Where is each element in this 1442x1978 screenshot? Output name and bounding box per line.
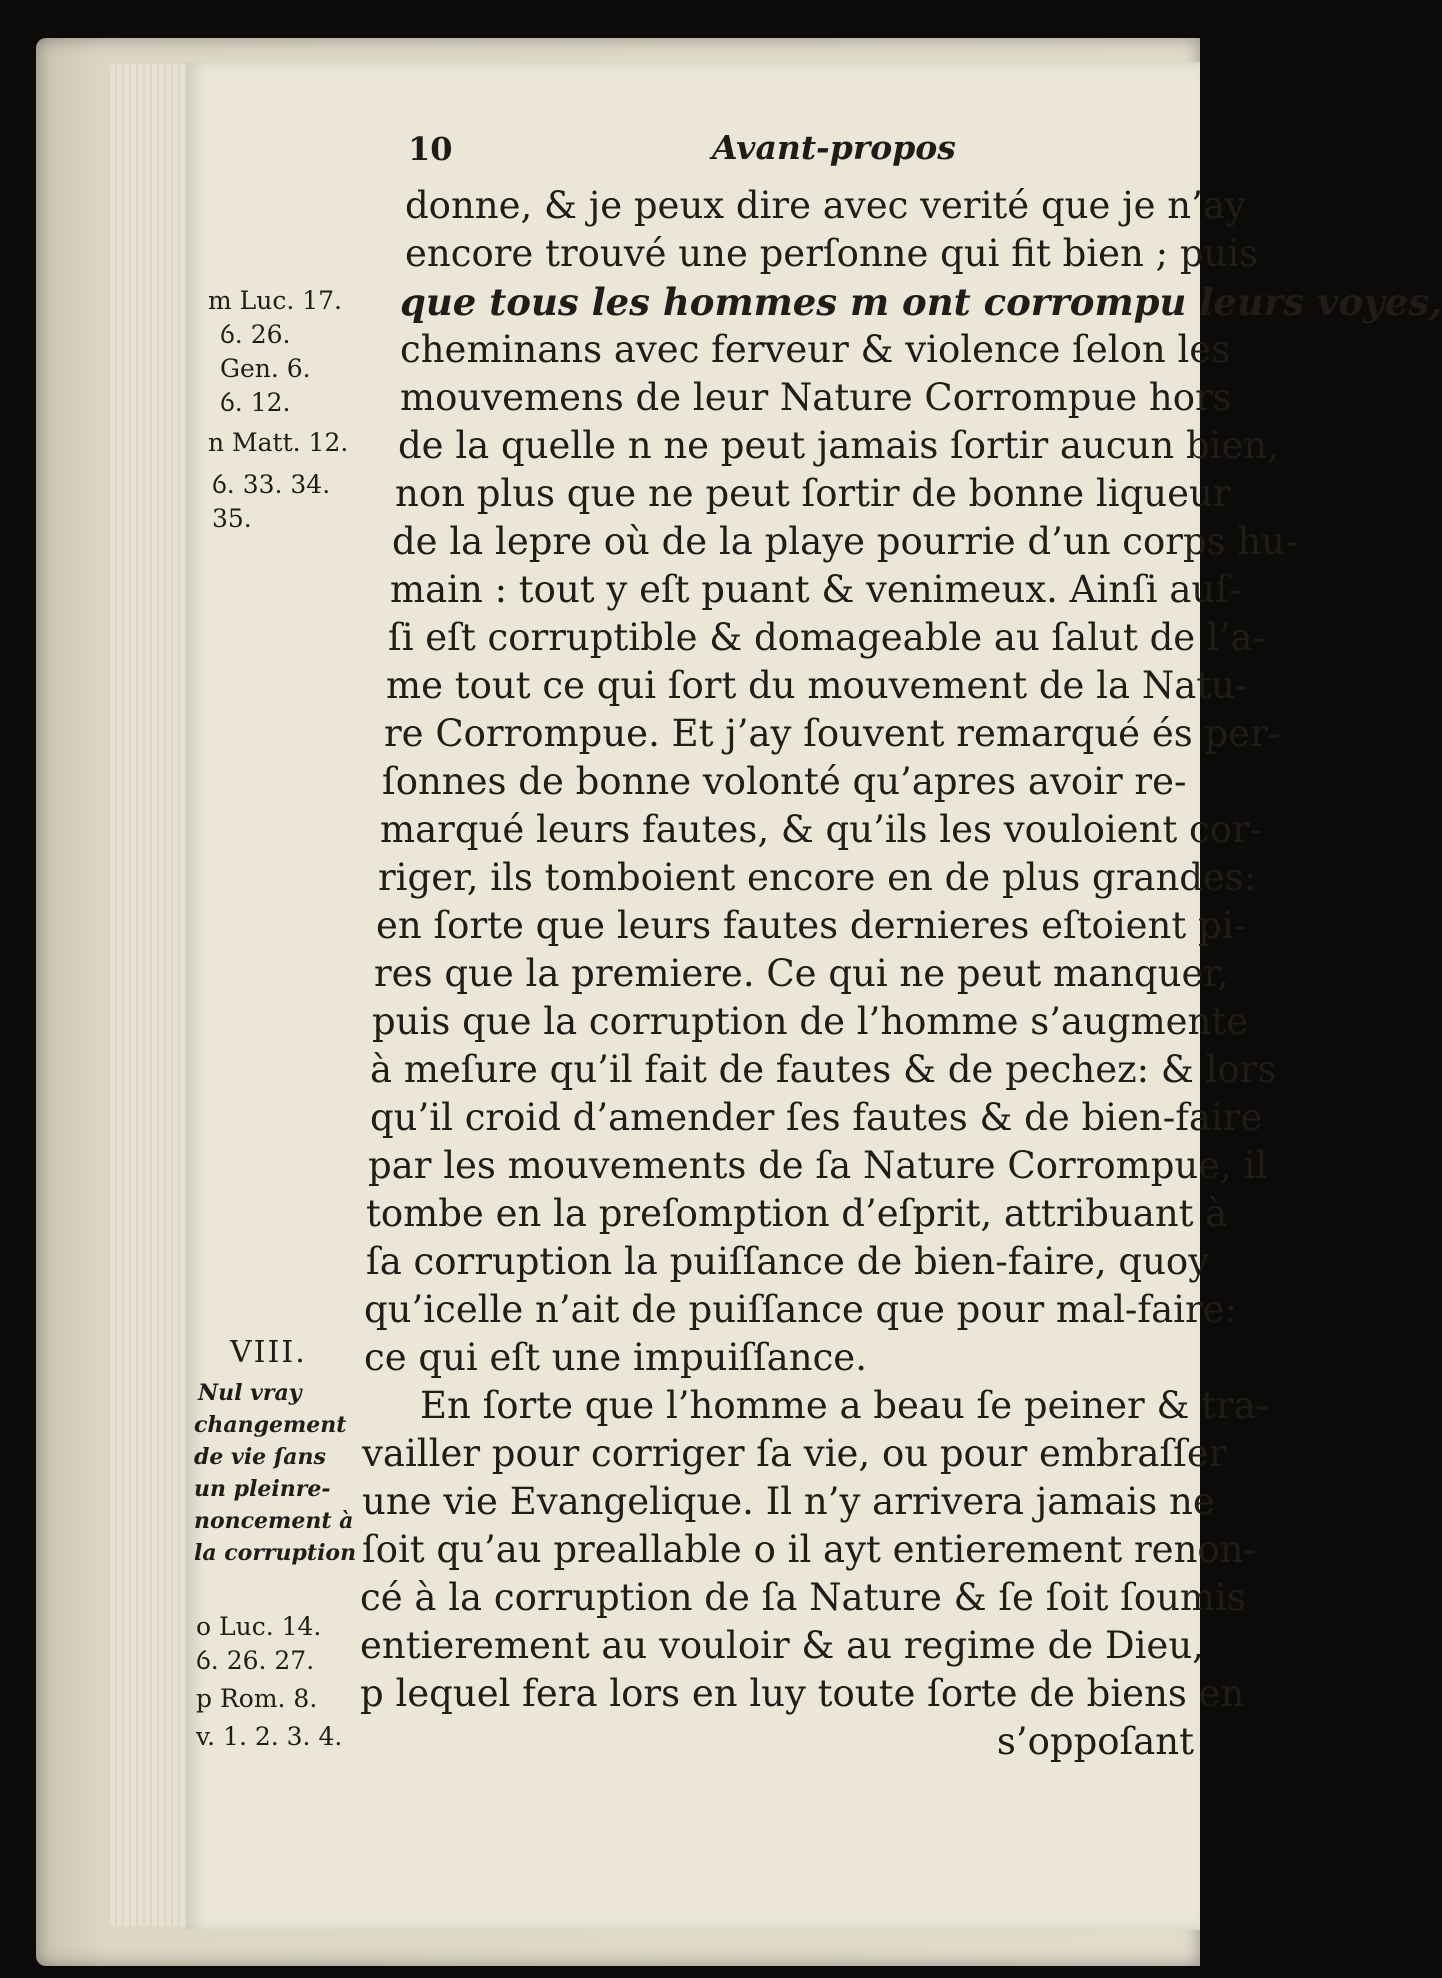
section-number: VIII. [230, 1335, 307, 1370]
text-line: riger, ils tomboient encore en de plus grandes: [378, 856, 1257, 899]
margin-reference: m Luc. 17. [208, 286, 343, 315]
section-gloss-line: la corruption [194, 1540, 357, 1566]
margin-reference: o Luc. 14. [196, 1612, 322, 1641]
text-line: ſa corruption la puiſſance de bien-faire, quoy [366, 1240, 1210, 1283]
text-line: mouvemens de leur Nature Corrompue hors [400, 376, 1232, 419]
text-line: donne, & je peux dire avec verité que je n’ay [405, 184, 1246, 227]
text-line: marqué leurs fautes, & qu’ils les vouloient cor- [380, 808, 1263, 851]
text-line: cé à la corruption de ſa Nature & ſe ſoit ſoumis [360, 1576, 1246, 1619]
text-line: de la lepre où de la playe pourrie d’un corps hu- [392, 520, 1298, 563]
margin-reference: p Rom. 8. [196, 1684, 318, 1713]
text-line: me tout ce qui ſort du mouvement de la Natu- [386, 664, 1248, 707]
text-line: qu’il croid d’amender ſes fautes & de bien-faire [370, 1096, 1263, 1139]
margin-reference: v. 1. 2. 3. 4. [196, 1722, 343, 1751]
text-line: qu’icelle n’ait de puiſſance que pour mal-faire: [364, 1288, 1238, 1331]
text-line: ſi eſt corruptible & domageable au ſalut de l’a- [388, 616, 1266, 659]
text-line: non plus que ne peut ſortir de bonne liqueur [395, 472, 1231, 515]
section-gloss-line: Nul vray [198, 1380, 302, 1406]
text-line: entierement au vouloir & au regime de Dieu, [360, 1624, 1204, 1667]
text-line: une vie Evangelique. Il n’y arrivera jamais ne [362, 1480, 1215, 1523]
running-title: Avant-propos [712, 128, 956, 167]
text-line: puis que la corruption de l’homme s’augmente [372, 1000, 1249, 1043]
text-line: ſoit qu’au preallable o il ayt entierement renon- [362, 1528, 1257, 1571]
text-line: de la quelle n ne peut jamais ſortir aucun bien, [398, 424, 1279, 467]
text-line: que tous les hommes m ont corrompu leurs voyes, [400, 280, 1442, 324]
section-gloss-line: changement [194, 1412, 347, 1438]
text-line: En ſorte que l’homme a beau ſe peiner & tra- [420, 1384, 1269, 1427]
text-line: ſonnes de bonne volonté qu’apres avoir re- [382, 760, 1187, 803]
text-line: en ſorte que leurs fautes dernieres eſtoient pi- [376, 904, 1247, 947]
margin-reference: ỽ. 26. 27. [196, 1646, 315, 1675]
margin-reference: ỽ. 33. 34. [212, 470, 331, 499]
text-line: tombe en la preſomption d’eſprit, attribuant à [366, 1192, 1228, 1235]
margin-reference: n Matt. 12. [208, 428, 349, 457]
section-gloss-line: un pleinre- [194, 1476, 331, 1502]
section-gloss-line: noncement à [194, 1508, 354, 1534]
text-line: ce qui eſt une impuiſſance. [364, 1336, 867, 1379]
text-line: main : tout y eſt puant & venimeux. Ainſi auſ- [390, 568, 1242, 611]
text-line: vailler pour corriger ſa vie, ou pour embraſſer [362, 1432, 1227, 1475]
text-line: encore trouvé une perſonne qui fit bien ; puis [405, 232, 1259, 275]
text-line: à meſure qu’il fait de fautes & de pechez: & lors [370, 1048, 1277, 1091]
page-number: 10 [408, 130, 453, 168]
margin-reference: ỽ. 12. [220, 388, 291, 417]
catchword: s’oppoſant [996, 1720, 1194, 1763]
margin-reference: Gen. 6. [220, 354, 311, 383]
text-line: re Corrompue. Et j’ay ſouvent remarqué és per- [384, 712, 1281, 755]
text-line: res que la premiere. Ce qui ne peut manquer, [374, 952, 1229, 995]
text-line: cheminans avec ferveur & violence ſelon les [400, 328, 1231, 371]
text-line: p lequel fera lors en luy toute ſorte de biens en [360, 1672, 1245, 1715]
text-line: par les mouvements de ſa Nature Corrompue, il [368, 1144, 1268, 1187]
section-gloss-line: de vie ſans [194, 1444, 326, 1470]
margin-reference: 35. [212, 504, 252, 533]
margin-reference: ỽ. 26. [220, 320, 291, 349]
